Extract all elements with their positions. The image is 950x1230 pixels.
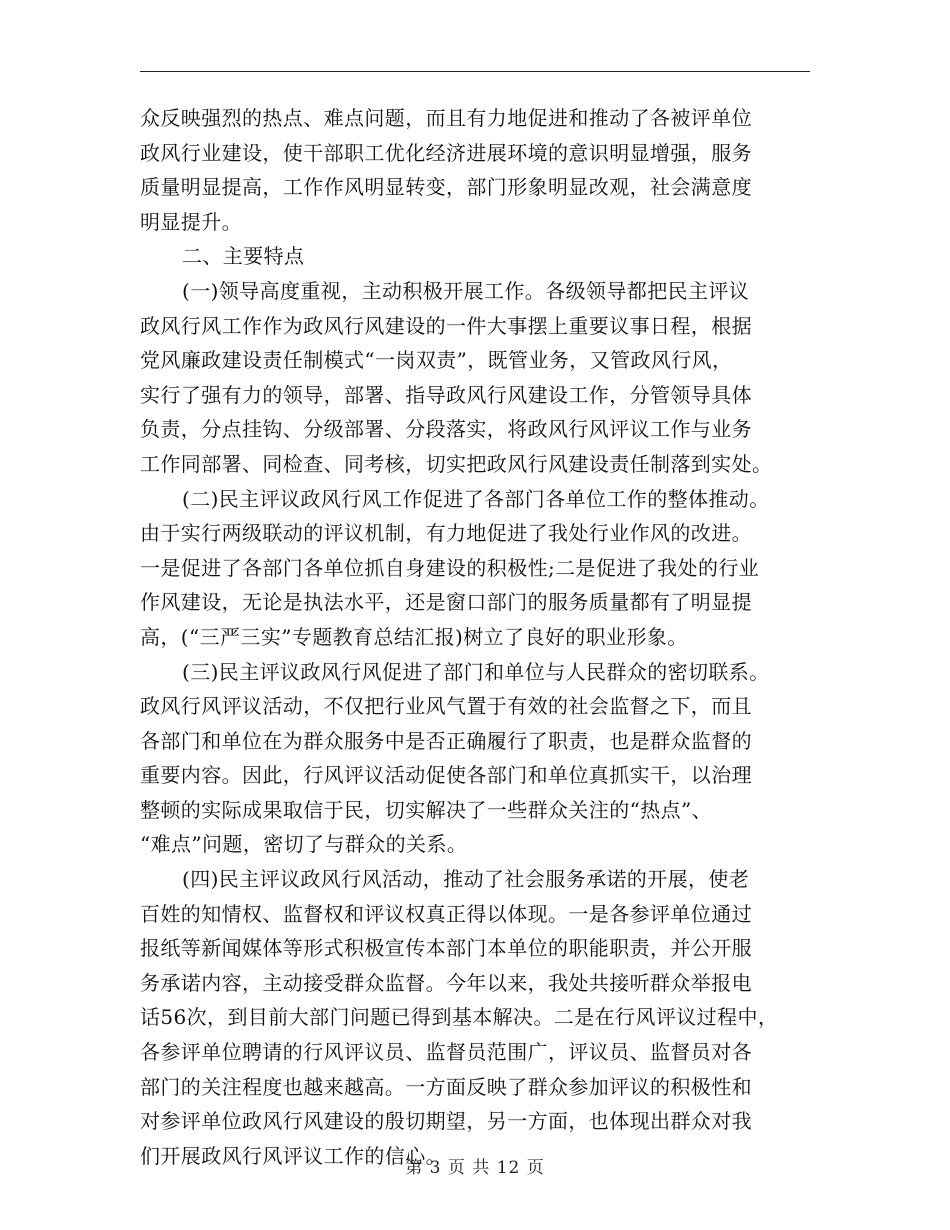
text-line: 对参评单位政风行风建设的殷切期望，另一方面，也体现出群众对我 xyxy=(140,1109,752,1134)
text-line: 负责，分点挂钩、分级部署、分段落实，将政风行风评议工作与业务 xyxy=(140,417,752,442)
text-line: 政风行风工作作为政风行风建设的一件大事摆上重要议事日程，根据 xyxy=(140,313,752,338)
text-line: 百姓的知情权、监督权和评议权真正得以体现。一是各参评单位通过 xyxy=(140,901,752,926)
text-line: 们开展政风行风评议工作的信心。 xyxy=(140,1143,446,1168)
text-line: 政风行风评议活动，不仅把行业风气置于有效的社会监督之下，而且 xyxy=(140,694,752,719)
text-line: 话56次，到目前大部门问题已得到基本解决。二是在行风评议过程中， xyxy=(140,1005,779,1030)
text-line: 报纸等新闻媒体等形式积极宣传本部门本单位的职能职责，并公开服 xyxy=(140,936,752,961)
text-line: 部门的关注程度也越来越高。一方面反映了群众参加评议的积极性和 xyxy=(140,1074,752,1099)
text-line: (三)民主评议政风行风促进了部门和单位与人民群众的密切联系。 xyxy=(182,659,770,684)
text-line: 质量明显提高，工作作风明显转变，部门形象明显改观，社会满意度 xyxy=(140,175,752,200)
text-line: 重要内容。因此，行风评议活动促使各部门和单位真抓实干，以治理 xyxy=(140,763,752,788)
text-line: 各参评单位聘请的行风评议员、监督员范围广，评议员、监督员对各 xyxy=(140,1040,752,1065)
text-line: 一是促进了各部门各单位抓自身建设的积极性;二是促进了我处的行业 xyxy=(140,555,760,580)
text-line: 务承诺内容，主动接受群众监督。今年以来，我处共接听群众举报电 xyxy=(140,970,752,995)
text-line: 众反映强烈的热点、难点问题，而且有力地促进和推动了各被评单位 xyxy=(140,106,752,130)
text-line: (一)领导高度重视，主动积极开展工作。各级领导都把民主评议 xyxy=(182,278,750,303)
text-line: 工作同部署、同检查、同考核，切实把政风行风建设责任制落到实处。 xyxy=(140,451,773,476)
text-line: 实行了强有力的领导，部署、指导政风行风建设工作，分管领导具体 xyxy=(140,382,752,407)
text-line: “难点”问题，密切了与群众的关系。 xyxy=(140,832,468,857)
text-line: (二)民主评议政风行风工作促进了各部门各单位工作的整体推动。 xyxy=(182,486,770,511)
header-rule xyxy=(140,71,810,72)
text-line: (四)民主评议政风行风活动，推动了社会服务承诺的开展，使老 xyxy=(182,867,750,892)
document-body xyxy=(140,101,820,1173)
text-line: 明显提升。 xyxy=(140,209,242,234)
text-line: 作风建设，无论是执法水平，还是窗口部门的服务质量都有了明显提 xyxy=(140,590,752,615)
text-line: 由于实行两级联动的评议机制，有力地促进了我处行业作风的改进。 xyxy=(140,521,752,546)
text-line: 高，(“三严三实”专题教育总结汇报)树立了良好的职业形象。 xyxy=(140,624,688,649)
text-line: 各部门和单位在为群众服务中是否正确履行了职责，也是群众监督的 xyxy=(140,728,752,753)
text-line: 党风廉政建设责任制模式“一岗双责”，既管业务，又管政风行风， xyxy=(140,348,733,373)
page-footer: 第 3 页 共 12 页 xyxy=(405,1158,545,1178)
text-line: 二、主要特点 xyxy=(182,244,305,269)
text-line: 整顿的实际成果取信于民，切实解决了一些群众关注的“热点”、 xyxy=(140,797,713,822)
text-line: 政风行业建设，使干部职工优化经济进展环境的意识明显增强，服务 xyxy=(140,140,752,165)
